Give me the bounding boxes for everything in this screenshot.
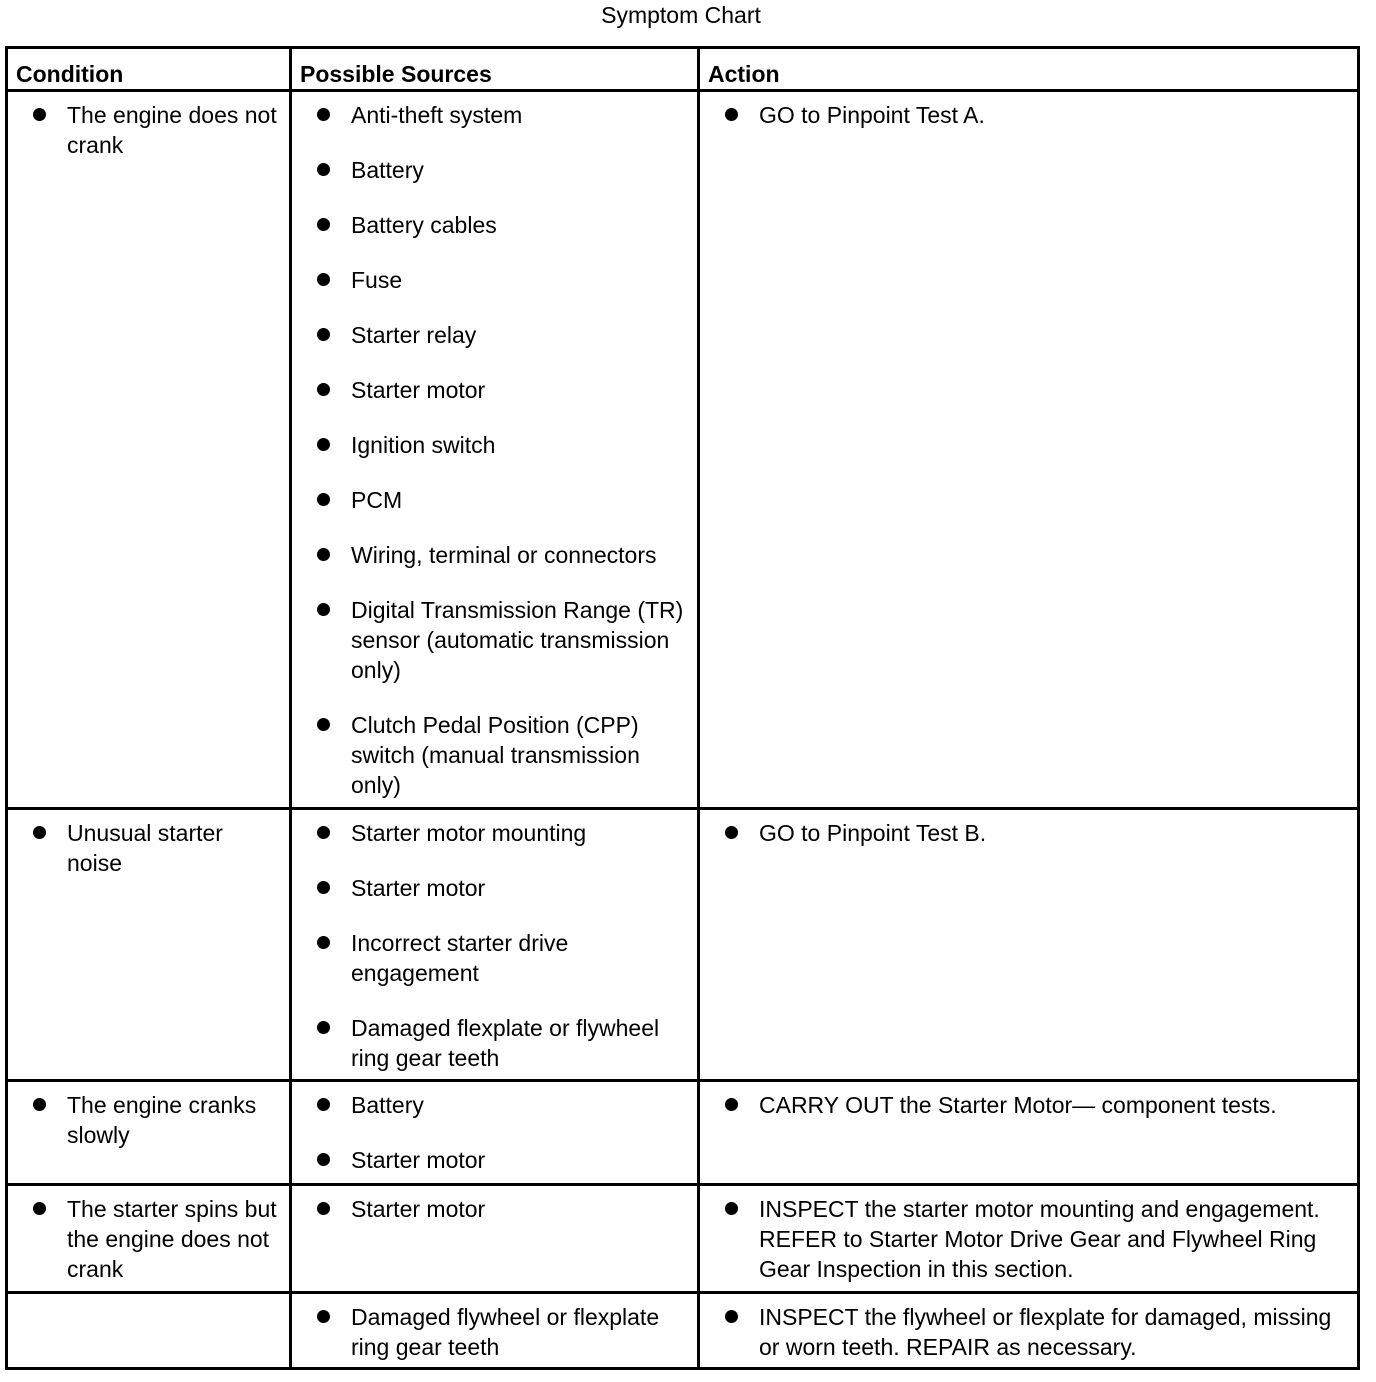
list-item [312, 375, 689, 405]
list-item [312, 265, 689, 295]
list-item [312, 595, 689, 685]
list-item [312, 1302, 689, 1362]
list-item [312, 485, 689, 515]
source-text: PCM [351, 487, 403, 513]
table-row [7, 1185, 1359, 1293]
bullet-icon [317, 1021, 330, 1034]
bullet-icon [317, 383, 330, 396]
source-text: Ignition switch [351, 432, 496, 458]
list-item [312, 155, 689, 185]
list-item [312, 210, 689, 240]
bullet-icon [317, 718, 330, 731]
list-item [312, 1090, 689, 1120]
list-item [312, 873, 689, 903]
bullet-icon [33, 1202, 46, 1215]
bullet-icon [725, 108, 738, 121]
action-text: CARRY OUT the Starter Motor— component tests. [759, 1092, 1277, 1118]
list-item [312, 430, 689, 460]
bullet-icon [317, 493, 330, 506]
header-action: Action [699, 48, 1359, 91]
symptom-chart-table [5, 46, 1360, 1370]
action-cell [699, 809, 1359, 1081]
list-item [312, 1013, 689, 1073]
condition-text: The engine does not crank [67, 102, 277, 158]
source-text: Anti-theft system [351, 102, 523, 128]
list-item [312, 710, 689, 800]
bullet-icon [725, 1098, 738, 1111]
bullet-icon [725, 1310, 738, 1323]
list-item [312, 100, 689, 130]
bullet-icon [33, 1098, 46, 1111]
table-row [7, 91, 1359, 809]
bullet-icon [317, 108, 330, 121]
list-item [28, 1194, 281, 1284]
source-text: Battery [351, 1092, 424, 1118]
list-item [312, 1145, 689, 1175]
source-text: Battery cables [351, 212, 497, 238]
list-item [312, 818, 689, 848]
header-condition: Condition [7, 48, 291, 91]
chart-title: Symptom Chart [601, 2, 761, 28]
source-text: Starter relay [351, 322, 477, 348]
source-text: Damaged flywheel or flexplate ring gear teeth [351, 1304, 660, 1360]
action-cell [699, 91, 1359, 809]
list-item [720, 1090, 1349, 1120]
list-item [720, 1194, 1349, 1284]
list-item [720, 818, 1349, 848]
action-text: GO to Pinpoint Test B. [759, 820, 987, 846]
bullet-icon [725, 826, 738, 839]
bullet-icon [33, 108, 46, 121]
source-text: Starter motor [351, 1196, 486, 1222]
source-text: Fuse [351, 267, 403, 293]
bullet-icon [317, 881, 330, 894]
list-item [28, 818, 281, 878]
source-text: Starter motor mounting [351, 820, 587, 846]
bullet-icon [33, 826, 46, 839]
bullet-icon [317, 936, 330, 949]
bullet-icon [317, 603, 330, 616]
sources-cell [291, 91, 699, 809]
bullet-icon [317, 1202, 330, 1215]
table-row [7, 1081, 1359, 1185]
bullet-icon [317, 218, 330, 231]
source-text: Clutch Pedal Position (CPP) switch (manual transmission only) [351, 712, 640, 798]
bullet-icon [317, 548, 330, 561]
bullet-icon [317, 1153, 330, 1166]
condition-text: The starter spins but the engine does not crank [67, 1196, 277, 1282]
list-item [312, 1194, 689, 1224]
condition-cell [7, 1185, 291, 1293]
list-item [720, 1302, 1349, 1362]
action-cell [699, 1081, 1359, 1185]
source-text: Battery [351, 157, 424, 183]
bullet-icon [317, 273, 330, 286]
table-row [7, 809, 1359, 1081]
list-item [28, 100, 281, 160]
action-cell [699, 1185, 1359, 1293]
action-text: INSPECT the flywheel or flexplate for damaged, missing or worn teeth. REPAIR as necessary. [759, 1304, 1332, 1360]
bullet-icon [317, 328, 330, 341]
list-item [312, 320, 689, 350]
bullet-icon [317, 438, 330, 451]
sources-cell [291, 1293, 699, 1369]
source-text: Damaged flexplate or flywheel ring gear teeth [351, 1015, 660, 1071]
source-text: Digital Transmission Range (TR) sensor (automatic transmission only) [351, 597, 684, 683]
bullet-icon [317, 1098, 330, 1111]
header-row [7, 48, 1359, 91]
condition-cell [7, 1081, 291, 1185]
source-text: Starter motor [351, 1147, 486, 1173]
bullet-icon [317, 1310, 330, 1323]
header-possible-sources: Possible Sources [291, 48, 699, 91]
list-item [312, 928, 689, 988]
condition-text: The engine cranks slowly [67, 1092, 257, 1148]
bullet-icon [317, 826, 330, 839]
source-text: Incorrect starter drive engagement [351, 930, 569, 986]
list-item [312, 540, 689, 570]
action-text: INSPECT the starter motor mounting and engagement. REFER to Starter Motor Drive Gear and Flywheel Ring Gear Inspection in this section. [759, 1196, 1320, 1282]
table-row [7, 1293, 1359, 1369]
sources-cell [291, 1081, 699, 1185]
condition-text: Unusual starter noise [67, 820, 223, 876]
source-text: Starter motor [351, 377, 486, 403]
bullet-icon [725, 1202, 738, 1215]
condition-cell [7, 809, 291, 1081]
bullet-icon [317, 163, 330, 176]
condition-cell-empty [7, 1293, 291, 1369]
sources-cell [291, 809, 699, 1081]
sources-cell [291, 1185, 699, 1293]
action-text: GO to Pinpoint Test A. [759, 102, 985, 128]
list-item [28, 1090, 281, 1150]
condition-cell [7, 91, 291, 809]
action-cell [699, 1293, 1359, 1369]
source-text: Starter motor [351, 875, 486, 901]
source-text: Wiring, terminal or connectors [351, 542, 657, 568]
list-item [720, 100, 1349, 130]
